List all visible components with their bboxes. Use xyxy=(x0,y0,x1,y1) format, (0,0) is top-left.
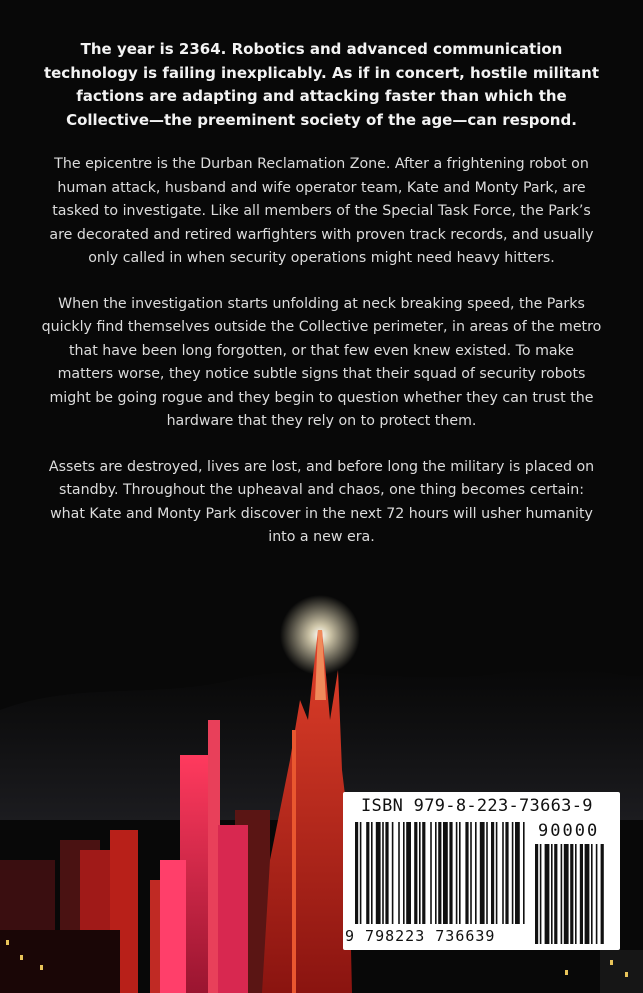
price-code: 90000 xyxy=(538,821,600,841)
blurb xyxy=(40,38,603,572)
blurb-lead: The year is 2364. Robotics and advanced communication technology is failing inexplicably. As if in concert, hostile militant factions are adapting and attacking faster than which the Collective—the preeminent society of the age—can respond. xyxy=(43,40,600,129)
isbn-label: ISBN 979-8-223-73663-9 xyxy=(361,796,593,816)
blurb-paragraph-3: Assets are destroyed, lives are lost, and before long the military is placed on standby. Throughout the upheaval and chaos, one thing becomes certain: what Kate and Monty Park discover in the next 72 hours will usher humanity into a new era. xyxy=(48,458,595,545)
blurb-paragraph-2: When the investigation starts unfolding at neck breaking speed, the Parks quickly find themselves outside the Collective perimeter, in areas of the metro that have been long forgotten, or that few even knew existed. To make matters worse, they notice subtle signs that their squad of security robots might be going rogue and they begin to question whether they can trust the hardware that they rely on to protect them. xyxy=(41,295,602,429)
ean-digits: 9 798223 736639 xyxy=(345,927,496,945)
blurb-paragraph-1: The epicentre is the Durban Reclamation Zone. After a frightening robot on human attack, husband and wife operator team, Kate and Monty Park, are tasked to investigate. Like all members of the Special Task Force, the Park’s are decorated and retired warfighters with proven track records, and usually only called in when security operations might need heavy hitters. xyxy=(49,156,594,266)
isbn-barcode xyxy=(343,792,620,950)
